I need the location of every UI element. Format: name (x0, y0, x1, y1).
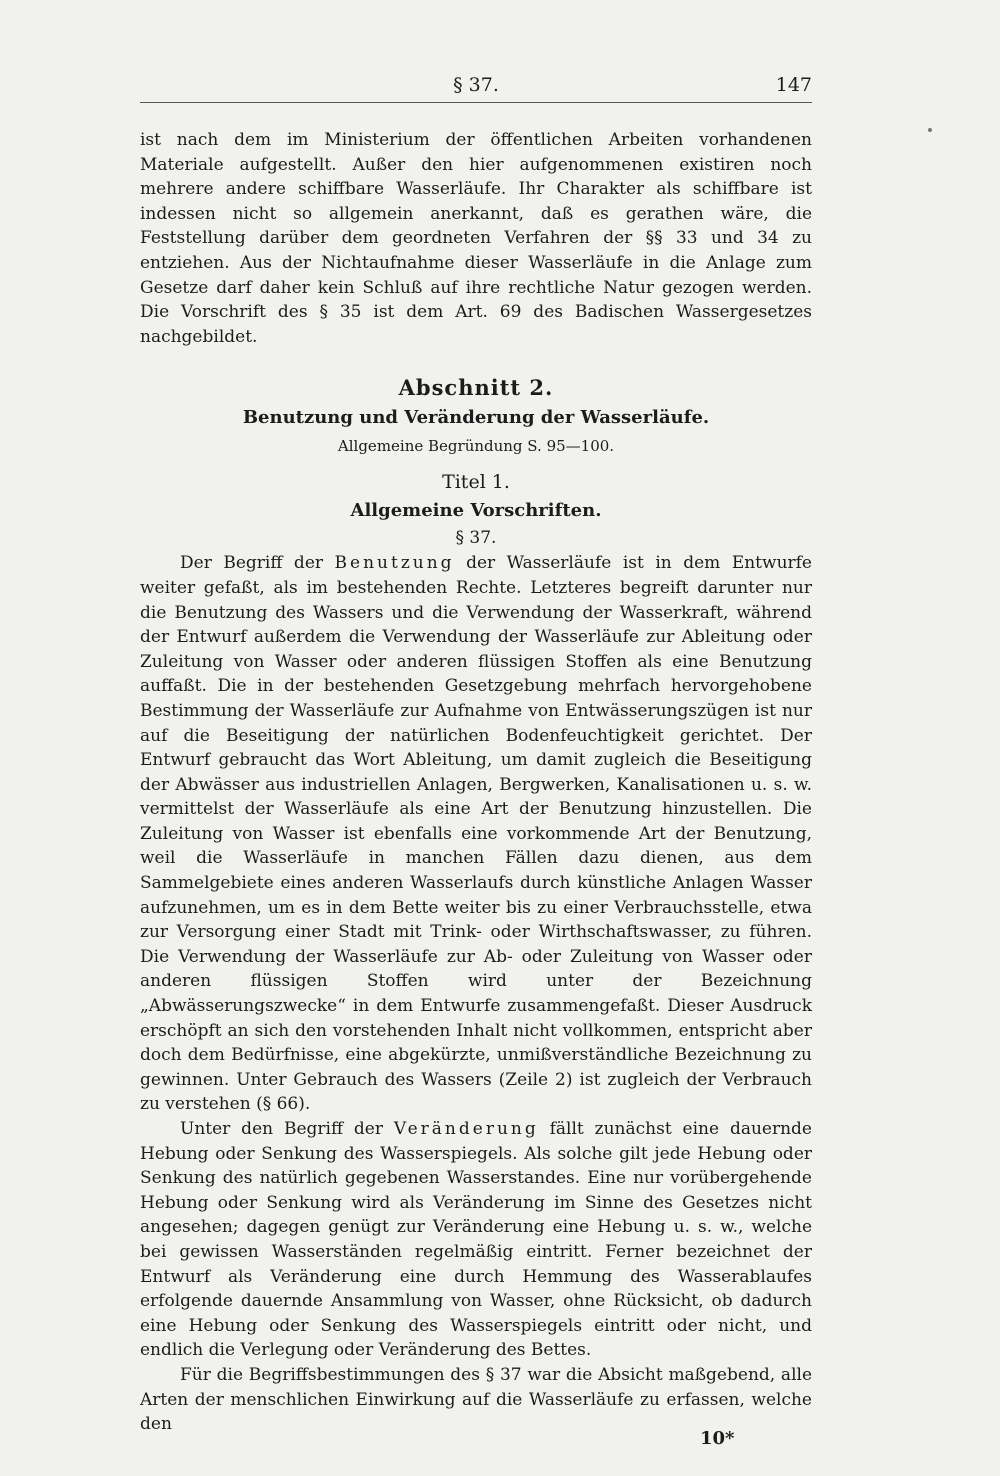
paragraph-1-text: der Wasserläufe ist in dem Entwurfe weiter gefaßt, als im bestehenden Rechte. Letzteres begreift darunter nur die Benutzung des Wassers und die Verwendung der Wasserkraft, während der Entwurf außerdem die Verwendung der Wasserläufe zur Ableitung oder Zuleitung von Wasser oder anderen flüssigen Stoffen als eine Benutzung auffaßt. Die in der bestehenden Gesetzgebung mehrfach hervorgehobene Bestimmung der Wasserläufe zur Aufnahme von Entwässerungszügen ist nur auf die Beseitigung der natürlichen Bodenfeuchtigkeit gerichtet. Der Entwurf gebraucht das Wort Ableitung, um damit zugleich die Beseitigung der Abwässer aus industriellen Anlagen, Bergwerken, Kanalisationen u. s. w. vermittelst der Wasserläufe als eine Art der Benutzung hinzustellen. Die Zuleitung von Wasser ist ebenfalls eine vorkommende Art der Benutzung, weil die Wasserläufe in manchen Fällen dazu dienen, aus dem Sammelgebiete eines anderen Wasserlaufs durch künstliche Anlagen Wasser aufzunehmen, um es in dem Bette weiter bis zu einer Verbrauchsstelle, etwa zur Versorgung einer Stadt mit Trink- oder Wirthschaftswasser, zu führen. Die Verwendung der Wasserläufe zur Ab- oder Zuleitung von Wasser oder anderen flüssigen Stoffen wird unter der Bezeichnung „Abwässerungszwecke“ in dem Entwurfe zusammengefaßt. Dieser Ausdruck erschöpft an sich den vorstehenden Inhalt nicht vollkommen, entspricht aber doch dem Bedürfnisse, eine abgekürzte, unmißverständliche Bezeichnung zu gewinnen. Unter Gebrauch des Wassers (Zeile 2) ist zugleich der Verbrauch zu verstehen (§ 66). (140, 553, 812, 1115)
abschnitt-subtitle: Allgemeine Begründung S. 95—100. (337, 437, 615, 456)
term-veraenderung: Veränderung (393, 1119, 539, 1139)
sheet-signature: 10* (700, 1428, 735, 1449)
term-benutzung: Benutzung (334, 553, 455, 574)
page-body (140, 128, 812, 1437)
titel-name: Allgemeine Vorschriften. (350, 500, 602, 522)
titel-heading: Titel 1. (442, 471, 510, 494)
header-section: § 37. (453, 74, 499, 96)
paragraph-2-lead: Unter den Begriff der (180, 1119, 394, 1139)
running-header (140, 72, 812, 103)
body-paragraph-2 (140, 1117, 812, 1363)
paragraph-1-lead: Der Begriff der (180, 553, 335, 574)
abschnitt-heading: Abschnitt 2. (398, 375, 554, 401)
paragraph-number: § 37. (455, 528, 497, 549)
print-speck (928, 128, 932, 132)
body-paragraph-1 (140, 551, 812, 1117)
abschnitt-title: Benutzung und Veränderung der Wasserläufe. (242, 407, 710, 429)
page-number: 147 (775, 74, 812, 96)
paragraph-2-text: fällt zunächst eine dauernde Hebung oder Senkung des Wasserspiegels. Als solche gilt jede Hebung oder Senkung des natürlich gegebenen Wasserstandes. Eine nur vorübergehende Hebung oder Senkung wird als Veränderung im Sinne des Gesetzes nicht angesehen; dagegen genügt zur Veränderung eine Hebung u. s. w., welche bei gewissen Wasserständen regelmäßig eintritt. Ferner bezeichnet der Entwurf als Veränderung eine durch Hemmung des Wasserablaufes erfolgende dauernde Ansammlung von Wasser, ohne Rücksicht, ob dadurch eine Hebung oder Senkung des Wasserspiegels eintritt oder nicht, und endlich die Verlegung oder Veränderung des Bettes. (140, 1119, 812, 1361)
intro-paragraph: ist nach dem im Ministerium der öffentlichen Arbeiten vorhandenen Materiale aufgestellt. Außer den hier aufgenommenen existiren noch mehrere andere schiffbare Wasserläufe. Ihr Charakter als schiffbare ist indessen nicht so allgemein anerkannt, daß es gerathen wäre, die Feststellung darüber dem geordneten Verfahren der §§ 33 und 34 zu entziehen. Aus der Nichtaufnahme dieser Wasserläufe in die Anlage zum Gesetze darf daher kein Schluß auf ihre rechtliche Natur gezogen werden. Die Vorschrift des § 35 ist dem Art. 69 des Badischen Wassergesetzes nachgebildet. (140, 130, 812, 347)
body-paragraph-3: Für die Begriffsbestimmungen des § 37 war die Absicht maßgebend, alle Arten der menschlichen Einwirkung auf die Wasserläufe zu erfassen, welche den (140, 1364, 812, 1435)
